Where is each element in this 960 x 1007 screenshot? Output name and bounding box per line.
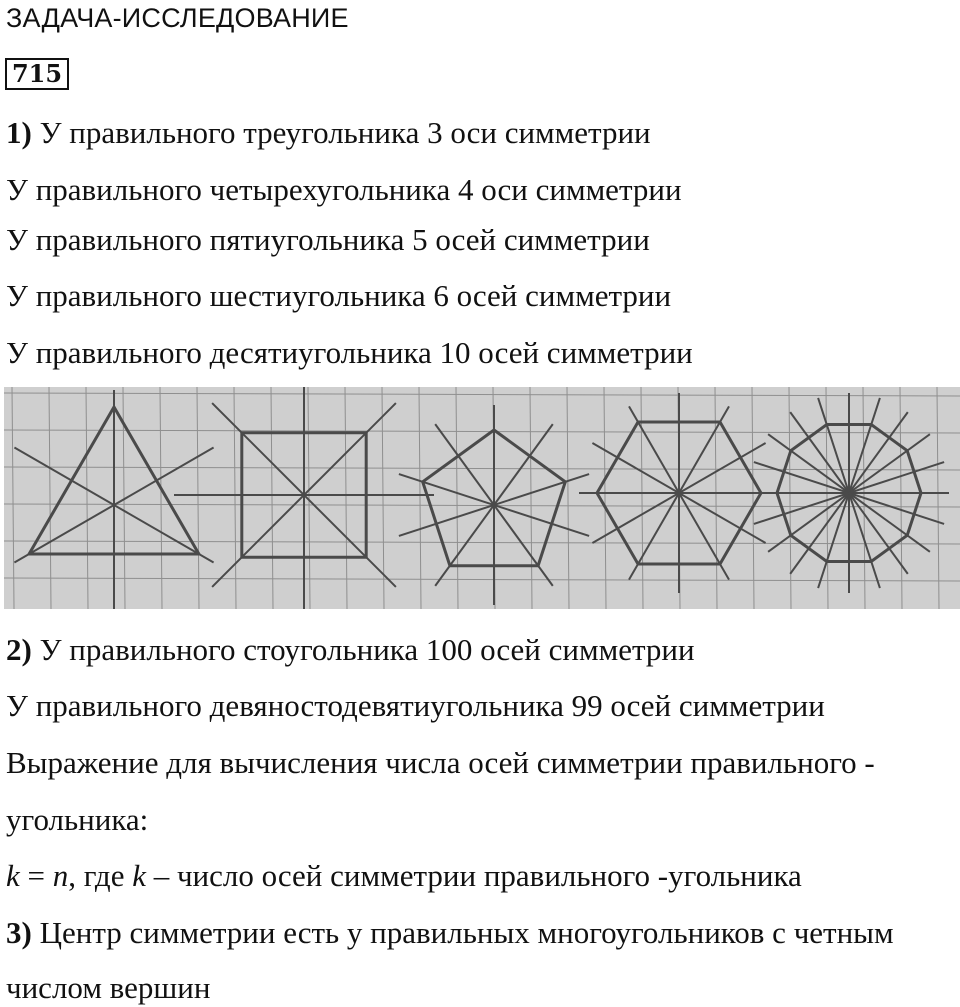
- part3-marker: 3): [6, 915, 32, 950]
- part1-line-4: У правильного шестиугольника 6 осей симметрии: [6, 278, 672, 313]
- part1-line-3: У правильного пятиугольника 5 осей симметрии: [6, 222, 650, 257]
- formula-where: , где: [68, 858, 133, 893]
- symmetry-axes-photo: [4, 387, 960, 609]
- formula-description: – число осей симметрии правильного -угольника: [145, 858, 802, 893]
- part1-marker: 1): [6, 115, 32, 150]
- polygons-drawing: [4, 387, 960, 609]
- part3-line-2: числом вершин: [6, 970, 211, 1005]
- part2-line-1: [6, 632, 695, 668]
- part2-line-4: угольника:: [6, 802, 149, 837]
- task-number-badge: 715: [5, 58, 69, 90]
- part2-marker: 2): [6, 632, 32, 667]
- formula-k: k: [6, 858, 20, 893]
- formula-k-second: k: [132, 858, 146, 893]
- formula-equals: =: [19, 858, 53, 893]
- part1-line-5: У правильного десятиугольника 10 осей симметрии: [6, 335, 693, 370]
- part3-text-1: Центр симметрии есть у правильных многоугольников с четным: [31, 915, 894, 950]
- section-heading: ЗАДАЧА-ИССЛЕДОВАНИЕ: [6, 3, 349, 33]
- part1-line-1: [6, 115, 651, 151]
- part3-line-1: [6, 915, 894, 951]
- part1-line-2: У правильного четырехугольника 4 оси симметрии: [6, 172, 682, 207]
- part2-line-3: Выражение для вычисления числа осей симметрии правильного -: [6, 745, 875, 780]
- formula-n: n: [52, 858, 69, 893]
- part1-text-1: У правильного треугольника 3 оси симметрии: [39, 115, 651, 150]
- part2-text-1: У правильного стоугольника 100 осей симметрии: [39, 632, 695, 667]
- part2-line-2: У правильного девяностодевятиугольника 99 осей симметрии: [6, 688, 825, 723]
- grid-paper-background: [4, 387, 960, 609]
- formula-line: [6, 858, 802, 894]
